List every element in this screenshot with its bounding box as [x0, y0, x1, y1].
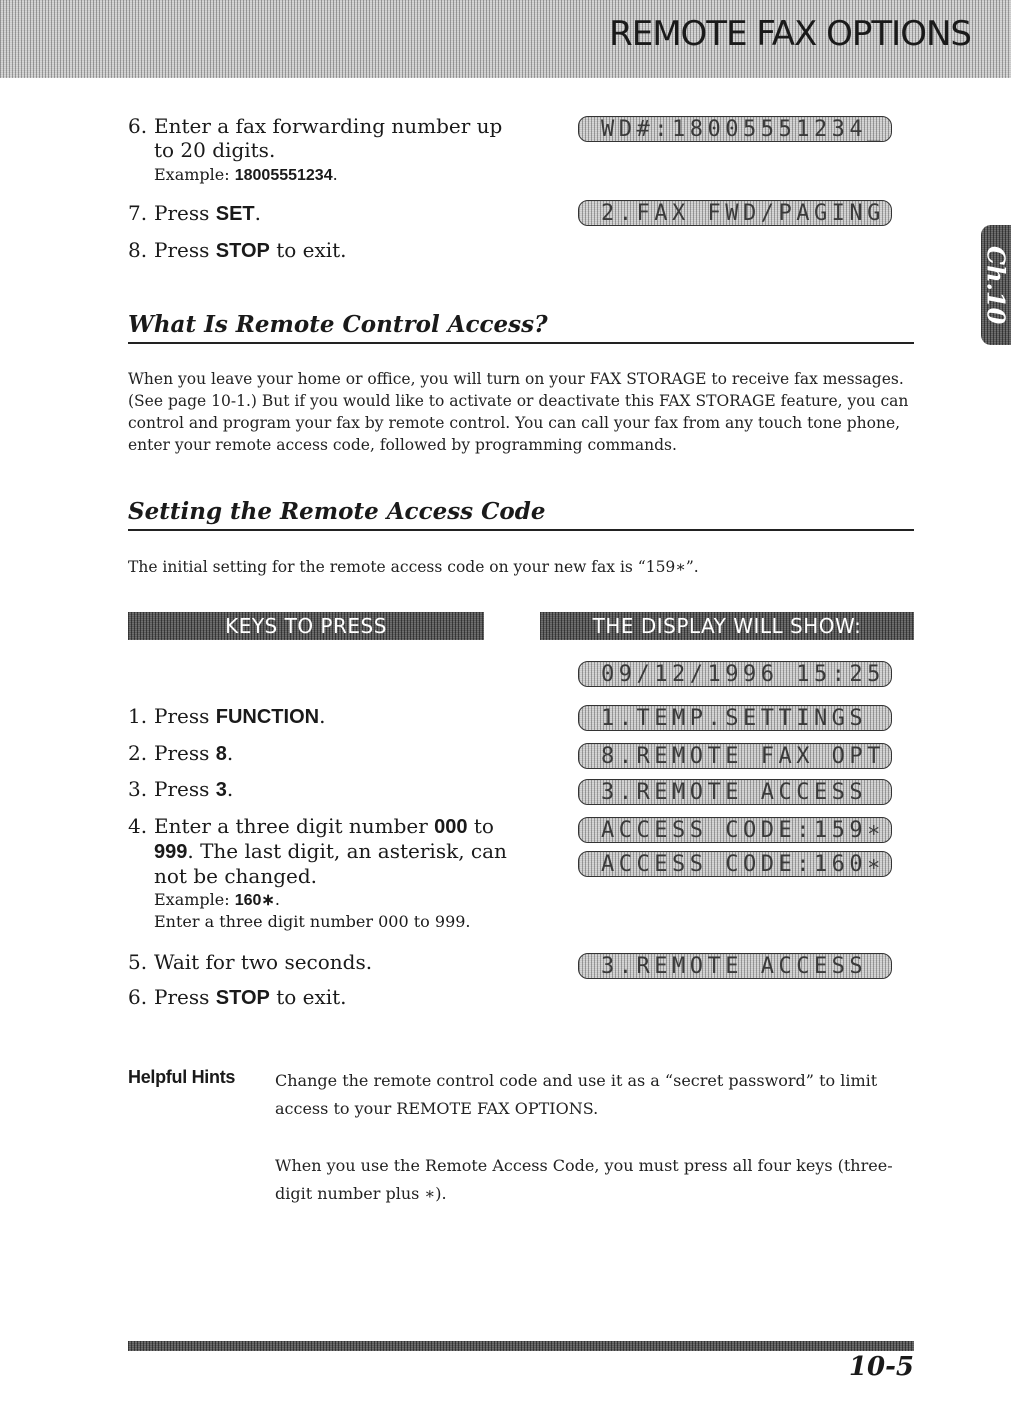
- display-will-show-header: THE DISPLAY WILL SHOW:: [540, 612, 914, 640]
- section-body: When you leave your home or office, you will turn on your FAX STORAGE to receive fax messages. (See page 10-1.) But if you would like to activate or deactivate this FAX STORAGE feature, you can control and program your fax by remote control. You can call your fax from any touch tone phone, enter your remote access code, followed by programming commands.: [128, 370, 909, 454]
- hint-paragraph: When you use the Remote Access Code, you must press all four keys (three-digit number plus ∗).: [275, 1156, 893, 1203]
- step-1: 1. Press FUNCTION.: [128, 704, 326, 728]
- top-step-6-example: Example: 18005551234.: [154, 165, 338, 184]
- lcd-display: 3.REMOTE ACCESS: [578, 779, 892, 805]
- lcd-display: 09/12/1996 15:25: [578, 661, 892, 687]
- page-title: REMOTE FAX OPTIONS: [609, 14, 971, 54]
- step-4: 4. Enter a three digit number 000 to 999. The last digit, an asterisk, can not be changed.: [128, 814, 507, 888]
- lcd-display: 2.FAX FWD/PAGING: [578, 200, 892, 226]
- lcd-display: 8.REMOTE FAX OPT: [578, 743, 892, 769]
- step-5: 5. Wait for two seconds.: [128, 950, 373, 974]
- keys-to-press-header: KEYS TO PRESS: [128, 612, 484, 640]
- lcd-display: 3.REMOTE ACCESS: [578, 953, 892, 979]
- chapter-tab: [981, 225, 1011, 345]
- helpful-hints-label: Helpful Hints: [128, 1067, 236, 1087]
- section-title-access-code: Setting the Remote Access Code: [128, 498, 546, 525]
- key-set: SET: [215, 203, 255, 225]
- divider: [128, 529, 914, 531]
- page-number: 10-5: [848, 1352, 914, 1382]
- step-4-example: Example: 160∗. Enter a three digit number 000 to 999.: [154, 890, 471, 931]
- top-step-6-text: Enter a fax forwarding number up: [154, 114, 503, 138]
- chapter-tab-label: Ch.10: [981, 245, 1011, 325]
- footer-bar: [128, 1341, 914, 1351]
- key-8: 8: [215, 743, 227, 765]
- section-intro: The initial setting for the remote access code on your new fax is “159∗”.: [128, 558, 699, 576]
- key-stop: STOP: [215, 987, 270, 1009]
- top-step-8: 8. Press STOP to exit.: [128, 238, 347, 262]
- hint-paragraph: Change the remote control code and use it as a “secret password” to limit access to your REMOTE FAX OPTIONS.: [275, 1071, 878, 1118]
- top-step-6-text-line2: to 20 digits.: [154, 138, 276, 162]
- lcd-display: ACCESS CODE:160∗: [578, 851, 892, 877]
- lcd-display: WD#:18005551234_: [578, 116, 892, 142]
- section-title-remote-control: What Is Remote Control Access?: [128, 311, 548, 338]
- key-stop: STOP: [215, 240, 270, 262]
- key-3: 3: [215, 779, 227, 801]
- step-3: 3. Press 3.: [128, 777, 234, 801]
- lcd-display: ACCESS CODE:159∗: [578, 817, 892, 843]
- key-function: FUNCTION: [215, 706, 320, 728]
- top-step-7: 7. Press SET.: [128, 201, 262, 225]
- step-2: 2. Press 8.: [128, 741, 234, 765]
- lcd-display: 1.TEMP.SETTINGS: [578, 705, 892, 731]
- divider: [128, 342, 914, 344]
- step-6: 6. Press STOP to exit.: [128, 985, 347, 1009]
- top-step-6: 6. Enter a fax forwarding number up to 20 digits.: [128, 114, 508, 162]
